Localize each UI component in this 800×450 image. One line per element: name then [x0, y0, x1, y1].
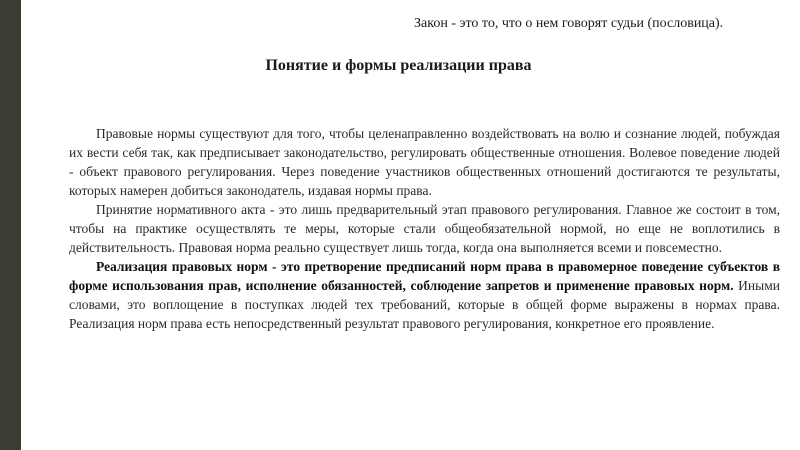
slide-title — [21, 56, 800, 76]
slide-title-text: Понятие и формы реализации права — [265, 57, 532, 74]
slide — [21, 0, 800, 450]
left-accent-bar — [0, 0, 21, 450]
paragraph-3-rest: Иными словами, это воплощение в поступках людей тех требований, которые в общей форме выражены в нормах права. Реализация норм права есть непосредственный результат правового регулирования, конкретное его проявление. — [69, 278, 780, 331]
paragraph-2: Принятие нормативного акта - это лишь предварительный этап правового регулирования. Главное же состоит в том, чтобы на практике осуществлять те меры, которые стали общеобязательной нормой, но еще не воплотились в действительность. Правовая норма реально существует лишь тогда, когда она выполняется всеми и повсеместно. — [69, 202, 780, 255]
slide-body — [69, 124, 780, 333]
paragraph-3 — [69, 257, 780, 333]
paragraph-1: Правовые нормы существуют для того, чтобы целенаправленно воздействовать на волю и сознание людей, побуждая их вести себя так, как предписывает законодательство, регулировать общественные отношения. Волевое поведение людей - объект правового регулирования. Через поведение участников общественных отношений достигаются те результаты, которых намерен добиться законодатель, издавая нормы права. — [69, 126, 780, 198]
definition-bold: Реализация правовых норм - это претворение предписаний норм права в правомерное поведение субъектов в форме использования прав, исполнение обязанностей, соблюдение запретов и применение правовых норм. — [69, 259, 780, 293]
epigraph: Закон - это то, что о нем говорят судьи (пословица). — [414, 16, 724, 31]
